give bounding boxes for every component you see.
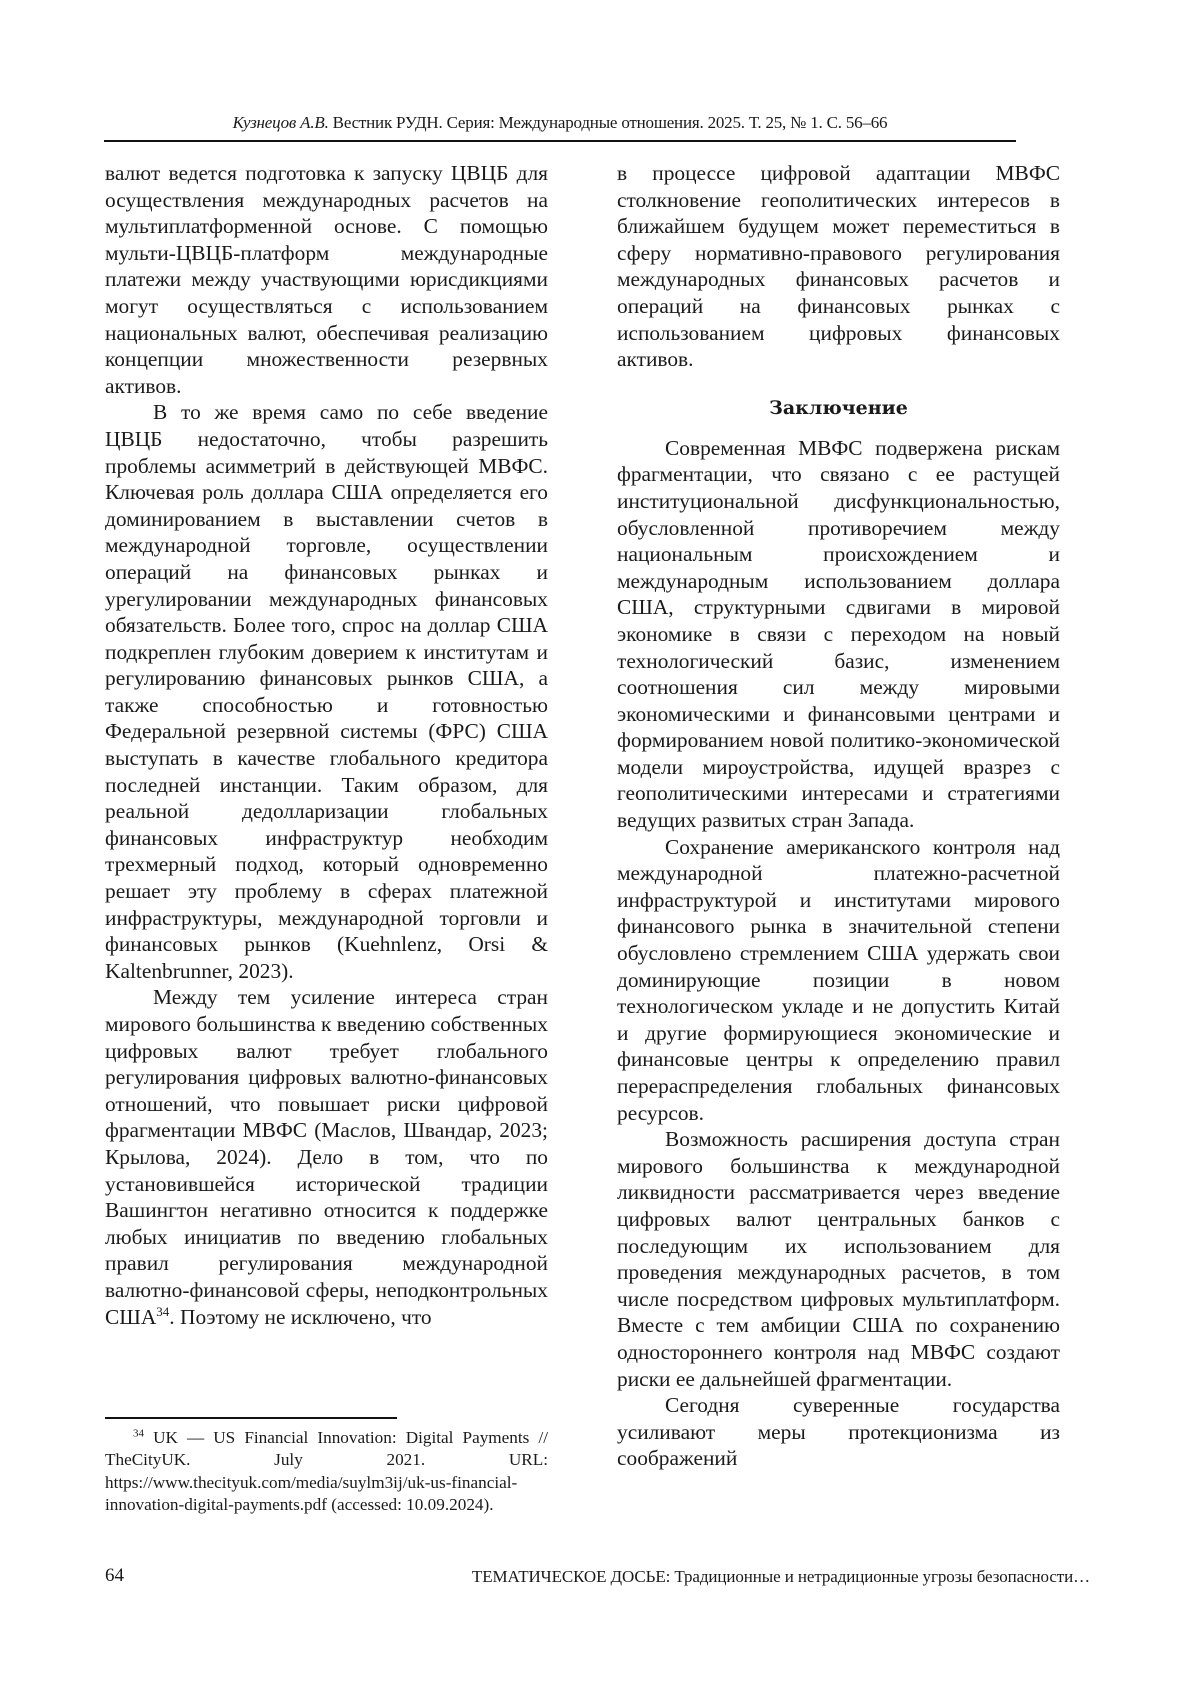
running-header <box>104 113 1016 133</box>
footnote-rule <box>105 1417 397 1419</box>
paragraph-tail: . Поэтому не исключено, что <box>169 1304 432 1329</box>
left-column <box>105 160 548 1330</box>
paragraph: В то же время само по себе введение ЦВЦБ недостаточно, чтобы разрешить проблемы асимметрий в действующей МВФС. Ключевая роль доллара США определяется его доминированием в выставлении счетов в международной торговле, осуществлении операций на финансовых рынках и урегулировании международных финансовых обязательств. Более того, спрос на доллар США подкреплен глубоким доверием к институтам и регулированию финансовых рынков США, а также способностью и готовностью Федеральной резервной системы (ФРС) США выступать в качестве глобального кредитора последней инстанции. Таким образом, для реальной дедолларизации глобальных финансовых инфраструктур необходим трехмерный подход, который одновременно решает эту проблему в сферах платежной инфраструктуры, международной торговли и финансовых рынков (Kuehnlenz, Orsi & Kaltenbrunner, 2023). <box>105 400 548 983</box>
paragraph: валют ведется подготовка к запуску ЦВЦБ для осуществления международных расчетов на мультиплатформенной основе. С помощью мульти-ЦВЦБ-платформ международные платежи между участвующими юрисдикциями могут осуществляться с использованием национальных валют, обеспечивая реализацию концепции множественности резервных активов. <box>105 161 548 398</box>
footnote <box>105 1427 548 1516</box>
header-author: Кузнецов А.В. <box>232 113 329 132</box>
header-rule <box>104 140 1016 142</box>
paragraph <box>105 984 548 1330</box>
running-footer: ТЕМАТИЧЕСКОЕ ДОСЬЕ: Традиционные и нетрадиционные угрозы безопасности… <box>471 1567 1090 1586</box>
paragraph: Возможность расширения доступа стран мирового большинства к международной ликвидности рассматривается через введение цифровых валют центральных банков с последующим их использованием для проведения международных расчетов, в том числе посредством цифровых мультиплатформ. Вместе с тем амбиции США по сохранению одностороннего контроля над МВФС создают риски ее дальнейшей фрагментации. <box>617 1127 1060 1391</box>
section-title: Заключение <box>769 396 908 419</box>
footnote-text: UK — US Financial Innovation: Digital Payments // TheCityUK. July 2021. URL: https://www.thecityuk.com/media/suylm3ij/uk-us-financial-innovation-digital-payments.pdf (accessed: 10.09.2024). <box>105 1428 548 1514</box>
page-number: 64 <box>105 1565 124 1586</box>
paragraph: Сохранение американского контроля над международной платежно-расчетной инфраструктурой и институтами мирового финансового рынка в значительной степени обусловлено стремлением США удержать свои доминирующие позиции в новом технологическом укладе и не допустить Китай и другие формирующиеся экономические и финансовые центры к определению правил перераспределения глобальных финансовых ресурсов. <box>617 834 1060 1125</box>
right-column <box>617 160 1060 1472</box>
paragraph: Современная МВФС подвержена рискам фрагментации, что связано с ее растущей институциональной дисфункциональностью, обусловленной противоречием между национальным происхождением и международным использованием доллара США, структурными сдвигами в мировой экономике в связи с переходом на новый технологический базис, изменением соотношения сил между мировыми экономическими и финансовыми центрами и формированием новой политико-экономической модели мироустройства, идущей вразрез с геополитическими интересами и стратегиями ведущих развитых стран Запада. <box>617 435 1060 833</box>
footnote-ref[interactable]: 34 <box>156 1303 170 1319</box>
header-citation: Вестник РУДН. Серия: Международные отношения. 2025. Т. 25, № 1. С. 56–66 <box>328 113 888 132</box>
paragraph: Сегодня суверенные государства усиливают меры протекционизма из соображений <box>617 1393 1060 1471</box>
paragraph-text: Между тем усиление интереса стран мирового большинства к введению собственных цифровых валют требует глобального регулирования цифровых валютно-финансовых отношений, что повышает риски цифровой фрагментации МВФС (Маслов, Швандар, 2023; Крылова, 2024). Дело в том, что по установившейся исторической традиции Вашингтон негативно относится к поддержке любых инициатив по введению глобальных правил регулирования международной валютно-финансовой сферы, неподконтрольных США <box>105 985 548 1329</box>
footnote-number: 34 <box>133 1427 144 1440</box>
paragraph: в процессе цифровой адаптации МВФС столкновение геополитических интересов в ближайшем будущем может переместиться в сферу нормативно-правового регулирования международных финансовых расчетов и операций на финансовых рынках с использованием цифровых финансовых активов. <box>617 161 1060 372</box>
